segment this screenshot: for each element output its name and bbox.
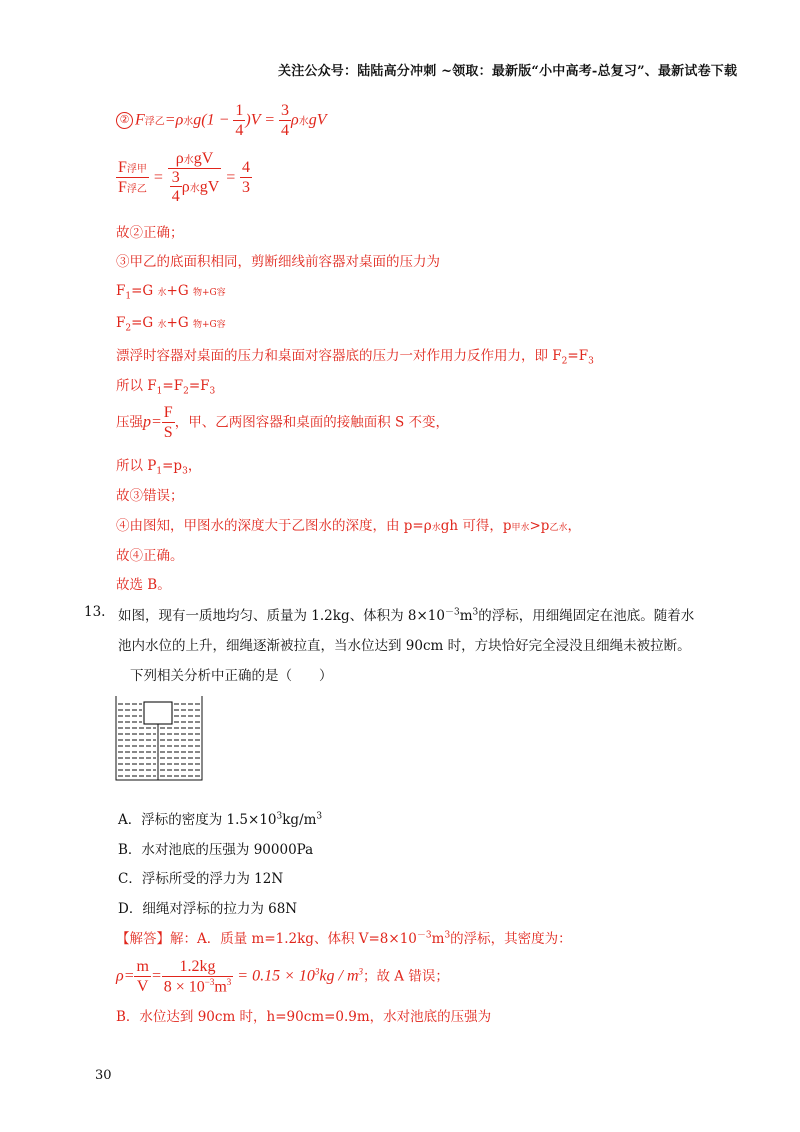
line-4: ④由图知，甲图水的深度大于乙图水的深度，由 p=ρ水gh 可得，p甲水>p乙水， (116, 518, 581, 534)
line-so-p: 所以 $P_1=p_3$， (116, 458, 202, 477)
question-text-2: 池内水位的上升，细绳逐渐被拉直，当水位达到 90cm 时，方块恰好完全浸没且细绳未被拉断。 (118, 638, 691, 654)
equation-ratio: $\frac{\text{F浮甲}}{\text{F浮乙}}$ = ρ水gV $\frac{3}{4}$ ρ水gV = $\frac{4}{3}$ (118, 150, 251, 206)
line-f2: $F_2=G$ 水+G 物+G容 (116, 315, 226, 334)
question-number: 13. (84, 604, 106, 620)
pool-diagram (114, 694, 206, 784)
option-d: D．细绳对浮标的拉力为 68N (118, 901, 298, 917)
page-header: 关注公众号：陆陆高分冲刺 ~领取：最新版“小中高考-总复习”、最新试卷下载 (278, 64, 738, 79)
equation-f-float-yi: ② F浮乙=ρ水g(1 − $\frac{1}{4}$ )V = $\frac{3}{4}$ ρ水gV (116, 102, 326, 140)
line-pressure: 压强p= $\frac{F}{S}$ ，甲、乙两图容器和桌面的接触面积 S 不变， (116, 404, 450, 441)
circle-number-2: ② (116, 112, 133, 129)
option-b: B．水对池底的压强为 90000Pa (118, 842, 314, 858)
line-float-force: 漂浮时容器对桌面的压力和桌面对容器底的压力一对作用力反作用力，即 $F_2=F_3$ (116, 348, 594, 367)
option-a: A．浮标的密度为 $1.5\times 10^3kg/m^3$ (118, 811, 323, 828)
float-block (144, 702, 172, 724)
line-f1: $F_1=G$ 水+G 物+G容 (116, 283, 226, 302)
line-2-correct: 故②正确； (116, 225, 184, 241)
line-3-intro: ③甲乙的底面积相同，剪断细线前容器对桌面的压力为 (116, 254, 440, 270)
answer-line-1: 【解答】解：A．质量 m=1.2kg、体积 $V=8\times 10^{-3}m^3$的浮标，其密度为： (116, 930, 572, 947)
line-so-f: 所以 $F_1=F_2=F_3$ (116, 378, 216, 397)
question-text-3: 下列相关分析中正确的是（ ） (130, 668, 333, 684)
question-text-1: 如图，现有一质地均匀、质量为 1.2kg、体积为 $8\times 10^{-3}m^3$的浮标，用细绳固定在池底。随着水 (118, 607, 695, 624)
option-c: C．浮标所受的浮力为 12N (118, 871, 284, 887)
line-4-correct: 故④正确。 (116, 548, 184, 564)
answer-line-b: B．水位达到 90cm 时，h=90cm=0.9m，水对池底的压强为 (116, 1009, 492, 1025)
page-number: 30 (95, 1068, 112, 1083)
density-equation: ρ= $\frac{m}{V}$ = $\frac{1.2kg}{8 \times 10^{-3}m^3}$ = $0.15 \times 10^3kg / m^3$；故 A 错误； (116, 958, 449, 995)
line-3-wrong: 故③错误； (116, 488, 184, 504)
line-choose: 故选 B。 (116, 577, 171, 593)
